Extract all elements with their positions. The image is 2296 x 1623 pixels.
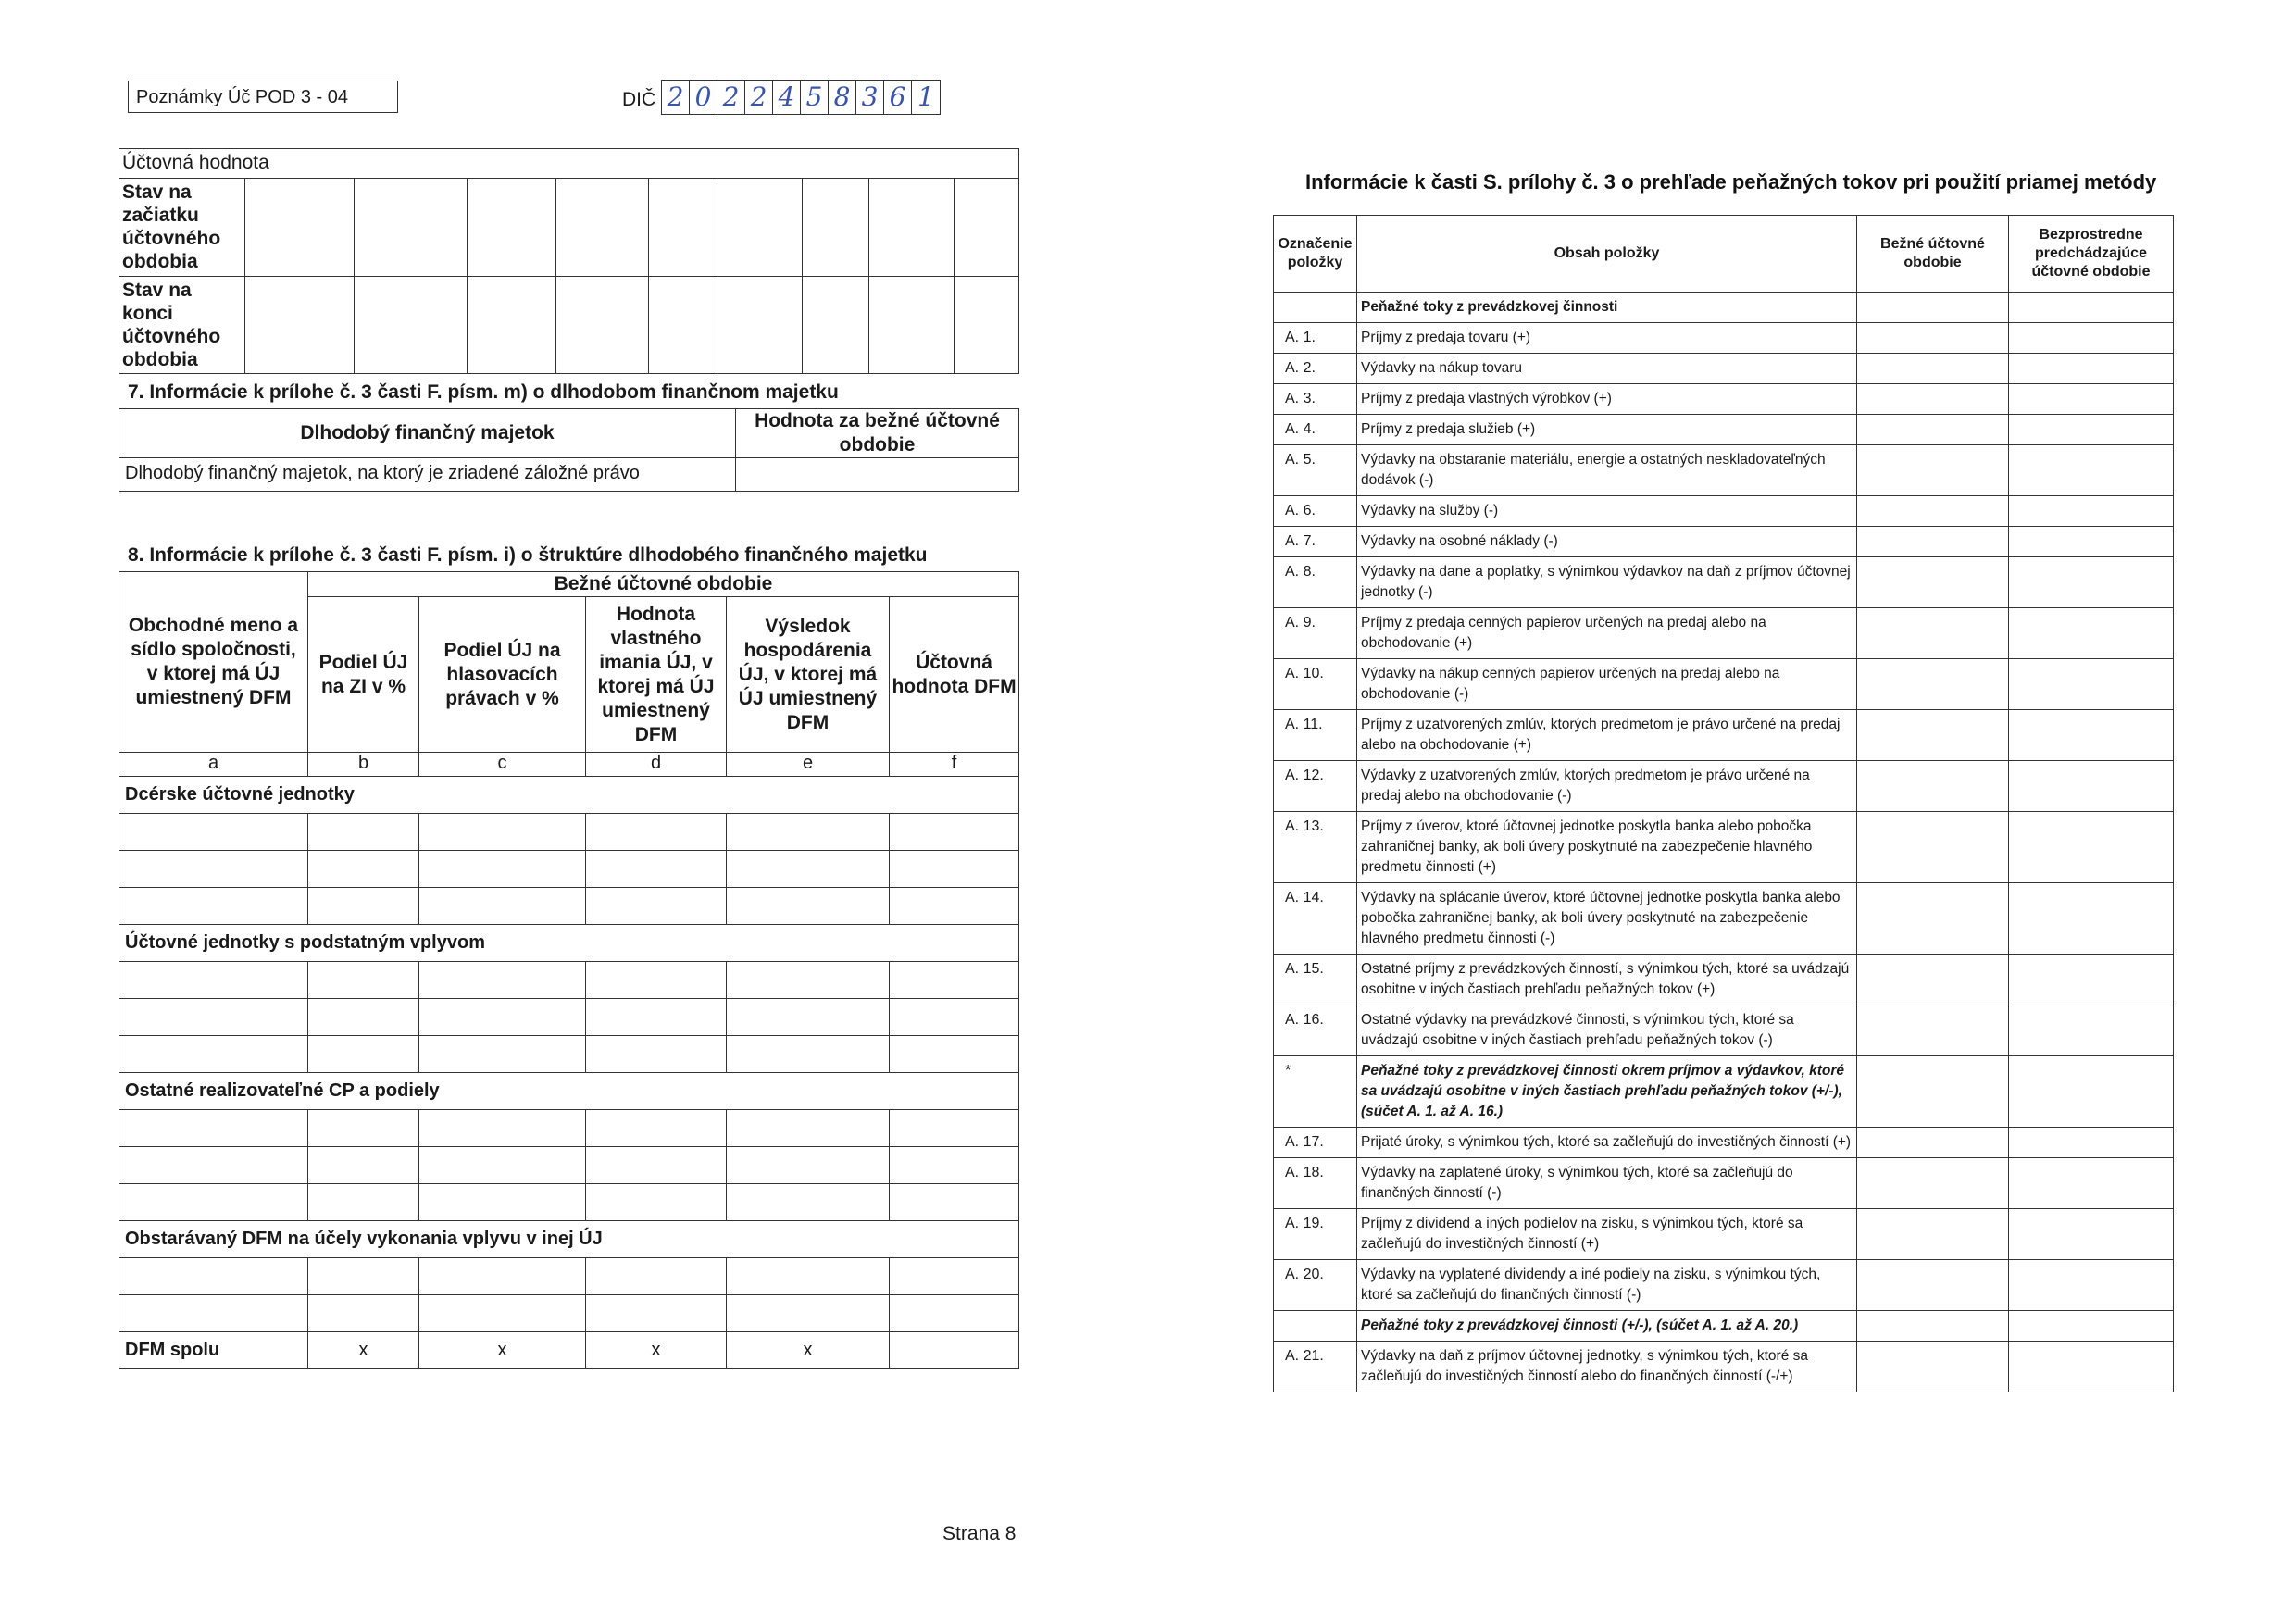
x-mark: x (586, 1332, 727, 1369)
row-description: Výdavky na osobné náklady (-) (1357, 527, 1857, 557)
input-cell[interactable] (1857, 445, 2009, 496)
row-code: A. 18. (1274, 1158, 1357, 1209)
section-label: Peňažné toky z prevádzkovej činnosti (1357, 293, 1857, 323)
input-cell[interactable] (1857, 1005, 2009, 1056)
input-cell[interactable] (2009, 354, 2174, 384)
book-value-table (119, 148, 1019, 374)
input-cell[interactable] (245, 277, 355, 374)
row-code: A. 11. (1274, 710, 1357, 761)
group-header: Účtovné jednotky s podstatným vplyvom (119, 925, 1019, 962)
row-description: Výdavky na obstaranie materiálu, energie a ostatných neskladovateľných dodávok (-) (1357, 445, 1857, 496)
pledged-row-label: Dlhodobý finančný majetok, na ktorý je zriadené záložné právo (119, 458, 736, 492)
col-letter: d (586, 753, 727, 777)
input-cell[interactable] (2009, 1158, 2174, 1209)
row-description: Výdavky na nákup cenných papierov určených na predaj alebo na obchodovanie (-) (1357, 659, 1857, 710)
input-cell[interactable] (419, 1184, 586, 1221)
input-cell[interactable] (2009, 1260, 2174, 1311)
row-description: Výdavky z uzatvorených zmlúv, ktorých predmetom je právo určené na predaj alebo na obchodovanie (-) (1357, 761, 1857, 812)
dic-digit: 0 (690, 81, 718, 114)
row-code: A. 10. (1274, 659, 1357, 710)
row-description: Príjmy z predaja služieb (+) (1357, 415, 1857, 445)
dic-digit: 1 (917, 81, 934, 112)
input-cell[interactable] (736, 458, 1019, 492)
input-cell[interactable] (119, 962, 308, 999)
header-current: Bežné účtovné obdobie (1857, 216, 2009, 293)
input-cell[interactable] (586, 1110, 727, 1147)
input-cell[interactable] (2009, 323, 2174, 354)
input-cell[interactable] (2009, 659, 2174, 710)
cash-flow-row (1274, 659, 2174, 710)
input-cell[interactable] (308, 888, 419, 925)
input-cell[interactable] (727, 888, 890, 925)
row-description: Ostatné výdavky na prevádzkové činnosti, s výnimkou tých, ktoré sa uvádzajú osobitne v iných častiach prehľadu peňažných tokov (-) (1357, 1005, 1857, 1056)
input-cell[interactable] (1857, 608, 2009, 659)
cash-flow-row (1274, 1209, 2174, 1260)
cash-flow-row (1274, 883, 2174, 955)
input-cell[interactable] (308, 1110, 419, 1147)
col-profit: Výsledok hospodárenia ÚJ, v ktorej má ÚJ umiestnený DFM (727, 597, 890, 753)
input-cell[interactable] (2009, 710, 2174, 761)
cash-flow-row (1274, 761, 2174, 812)
row-code (1274, 293, 1357, 323)
input-cell[interactable] (308, 1147, 419, 1184)
input-cell[interactable] (2009, 557, 2174, 608)
cash-flow-row (1274, 1005, 2174, 1056)
input-cell[interactable] (419, 962, 586, 999)
input-cell[interactable] (586, 814, 727, 851)
input-cell[interactable] (2009, 384, 2174, 415)
header-previous: Bezprostredne predchádzajúce účtovné obdobie (2009, 216, 2174, 293)
cash-flow-row (1274, 1342, 2174, 1392)
section-7-title: 7. Informácie k prílohe č. 3 časti F. písm. m) o dlhodobom finančnom majetku (128, 381, 839, 403)
dic-digit: 4 (773, 81, 801, 114)
input-cell[interactable] (419, 1258, 586, 1295)
input-cell[interactable] (2009, 1056, 2174, 1128)
row-code: A. 21. (1274, 1342, 1357, 1392)
input-cell[interactable] (1857, 710, 2009, 761)
input-cell[interactable] (119, 851, 308, 888)
dic-digit: 3 (856, 81, 884, 114)
row-code (1274, 1311, 1357, 1342)
input-cell[interactable] (718, 277, 803, 374)
dic-label: DIČ (622, 89, 656, 110)
row-code: A. 12. (1274, 761, 1357, 812)
input-cell[interactable] (119, 814, 308, 851)
input-cell[interactable] (890, 1258, 1019, 1295)
input-cell[interactable] (308, 999, 419, 1036)
input-cell[interactable] (119, 888, 308, 925)
input-cell[interactable] (468, 277, 556, 374)
row-code: A. 17. (1274, 1128, 1357, 1158)
input-cell[interactable] (803, 277, 869, 374)
input-cell[interactable] (955, 179, 1019, 277)
input-cell[interactable] (890, 1332, 1019, 1369)
input-cell[interactable] (890, 1036, 1019, 1073)
row-description: Príjmy z predaja tovaru (+) (1357, 323, 1857, 354)
cash-flow-row (1274, 1056, 2174, 1128)
input-cell[interactable] (1857, 557, 2009, 608)
col-share-zi: Podiel ÚJ na ZI v % (308, 597, 419, 753)
cash-flow-row (1274, 1311, 2174, 1342)
dfm-structure-table (119, 571, 1019, 1369)
row-description: Príjmy z dividend a iných podielov na zisku, s výnimkou tých, ktoré sa začleňujú do investičných činností (+) (1357, 1209, 1857, 1260)
input-cell[interactable] (1857, 354, 2009, 384)
input-cell[interactable] (119, 1184, 308, 1221)
page-number: Strana 8 (942, 1523, 1017, 1544)
input-cell[interactable] (1857, 384, 2009, 415)
input-cell[interactable] (869, 179, 955, 277)
row-description: Výdavky na nákup tovaru (1357, 354, 1857, 384)
row-code: A. 7. (1274, 527, 1357, 557)
input-cell[interactable] (890, 1295, 1019, 1332)
cash-flow-row (1274, 384, 2174, 415)
row-description: Výdavky na vyplatené dividendy a iné podiely na zisku, s výnimkou tých, ktoré sa začleňujú do finančných činností (-) (1357, 1260, 1857, 1311)
input-cell[interactable] (2009, 1342, 2174, 1392)
period-header: Bežné účtovné obdobie (308, 572, 1019, 597)
input-cell[interactable] (2009, 1005, 2174, 1056)
input-cell[interactable] (727, 999, 890, 1036)
input-cell[interactable] (2009, 527, 2174, 557)
x-mark: x (727, 1332, 890, 1369)
input-cell[interactable] (419, 999, 586, 1036)
cash-flow-title: Informácie k časti S. prílohy č. 3 o prehľade peňažných tokov pri použití priamej metódy (1305, 170, 2157, 194)
input-cell[interactable] (2009, 496, 2174, 527)
cash-flow-table (1273, 215, 2174, 1392)
input-cell[interactable] (308, 1295, 419, 1332)
group-header: Ostatné realizovateľné CP a podiely (119, 1073, 1019, 1110)
input-cell[interactable] (1857, 955, 2009, 1005)
input-cell[interactable] (1857, 812, 2009, 883)
input-cell[interactable] (890, 1184, 1019, 1221)
row-description: Ostatné príjmy z prevádzkových činností, s výnimkou tých, ktoré sa uvádzajú osobitne v iných častiach prehľadu peňažných tokov (+) (1357, 955, 1857, 1005)
input-cell[interactable] (1857, 1056, 2009, 1128)
row-code: A. 5. (1274, 445, 1357, 496)
row-description: Výdavky na daň z príjmov účtovnej jednotky, s výnimkou tých, ktoré sa začleňujú do investičných činností alebo do finančných činností (-/+) (1357, 1342, 1857, 1392)
cash-flow-row (1274, 527, 2174, 557)
input-cell[interactable] (245, 179, 355, 277)
input-cell[interactable] (955, 277, 1019, 374)
input-cell[interactable] (119, 1036, 308, 1073)
input-cell[interactable] (649, 277, 718, 374)
input-cell[interactable] (419, 888, 586, 925)
input-cell[interactable] (727, 814, 890, 851)
input-cell[interactable] (869, 277, 955, 374)
row-label-end: Stav na konci účtovného obdobia (119, 277, 245, 374)
cash-flow-row (1274, 496, 2174, 527)
input-cell[interactable] (119, 1147, 308, 1184)
col-letter: a (119, 753, 308, 777)
row-description: Príjmy z predaja cenných papierov určených na predaj alebo na obchodovanie (+) (1357, 608, 1857, 659)
cash-flow-row (1274, 1260, 2174, 1311)
input-cell[interactable] (727, 1147, 890, 1184)
col-letter: c (419, 753, 586, 777)
col-share-votes: Podiel ÚJ na hlasovacích právach v % (419, 597, 586, 753)
input-cell[interactable] (1857, 293, 2009, 323)
cash-flow-row (1274, 445, 2174, 496)
row-code: A. 4. (1274, 415, 1357, 445)
input-cell[interactable] (586, 888, 727, 925)
cash-flow-row (1274, 608, 2174, 659)
input-cell[interactable] (586, 962, 727, 999)
total-label: DFM spolu (119, 1332, 308, 1369)
dic-digit: 6 (884, 81, 912, 114)
input-cell[interactable] (1857, 883, 2009, 955)
input-cell[interactable] (2009, 1128, 2174, 1158)
row-description: Príjmy z predaja vlastných výrobkov (+) (1357, 384, 1857, 415)
pledged-col-asset: Dlhodobý finančný majetok (119, 409, 736, 458)
row-description: Peňažné toky z prevádzkovej činnosti (+/-), (súčet A. 1. až A. 20.) (1357, 1311, 1857, 1342)
dic-digit: 5 (801, 81, 829, 114)
input-cell[interactable] (586, 1036, 727, 1073)
input-cell[interactable] (890, 851, 1019, 888)
row-code: A. 3. (1274, 384, 1357, 415)
form-code-box: Poznámky Úč POD 3 - 04 (128, 81, 398, 113)
input-cell[interactable] (308, 851, 419, 888)
input-cell[interactable] (2009, 293, 2174, 323)
pledged-assets-table (119, 408, 1019, 492)
input-cell[interactable] (419, 814, 586, 851)
input-cell[interactable] (1857, 323, 2009, 354)
dic-digit: 8 (829, 81, 856, 114)
row-code: A. 14. (1274, 883, 1357, 955)
input-cell[interactable] (890, 888, 1019, 925)
x-mark: x (419, 1332, 586, 1369)
cash-flow-row (1274, 415, 2174, 445)
input-cell[interactable] (2009, 761, 2174, 812)
row-code: A. 15. (1274, 955, 1357, 1005)
input-cell[interactable] (2009, 812, 2174, 883)
input-cell[interactable] (1857, 1128, 2009, 1158)
row-description: Výdavky na služby (-) (1357, 496, 1857, 527)
row-code: A. 1. (1274, 323, 1357, 354)
row-code: A. 16. (1274, 1005, 1357, 1056)
pledged-col-value: Hodnota za bežné účtovné obdobie (736, 409, 1019, 458)
dic-digit: 2 (745, 81, 773, 114)
input-cell[interactable] (727, 1258, 890, 1295)
input-cell[interactable] (727, 1184, 890, 1221)
dic-digit: 2 (718, 81, 745, 114)
header-content: Obsah položky (1357, 216, 1857, 293)
input-cell[interactable] (468, 179, 556, 277)
input-cell[interactable] (2009, 1311, 2174, 1342)
input-cell[interactable] (586, 1295, 727, 1332)
row-description: Peňažné toky z prevádzkovej činnosti okrem príjmov a výdavkov, ktoré sa uvádzajú osobitne v iných častiach prehľadu peňažných tokov (+/-), (súčet A. 1. až A. 16.) (1357, 1056, 1857, 1128)
input-cell[interactable] (308, 962, 419, 999)
input-cell[interactable] (556, 277, 649, 374)
col-letter: e (727, 753, 890, 777)
input-cell[interactable] (119, 999, 308, 1036)
input-cell[interactable] (727, 851, 890, 888)
row-code: A. 2. (1274, 354, 1357, 384)
row-label-start: Stav na začiatku účtovného obdobia (119, 179, 245, 277)
input-cell[interactable] (586, 851, 727, 888)
input-cell[interactable] (1857, 1311, 2009, 1342)
input-cell[interactable] (419, 1295, 586, 1332)
input-cell[interactable] (727, 1295, 890, 1332)
input-cell[interactable] (586, 999, 727, 1036)
x-mark: x (308, 1332, 419, 1369)
input-cell[interactable] (1857, 1209, 2009, 1260)
cash-flow-row (1274, 557, 2174, 608)
cash-flow-row (1274, 812, 2174, 883)
col-book-value: Účtovná hodnota DFM (890, 597, 1019, 753)
group-header: Obstarávaný DFM na účely vykonania vplyvu v inej ÚJ (119, 1221, 1019, 1258)
row-description: Príjmy z uzatvorených zmlúv, ktorých predmetom je právo určené na predaj alebo na obchodovanie (+) (1357, 710, 1857, 761)
input-cell[interactable] (355, 277, 468, 374)
row-description: Výdavky na dane a poplatky, s výnimkou výdavkov na daň z príjmov účtovnej jednotky (-) (1357, 557, 1857, 608)
book-value-header: Účtovná hodnota (119, 149, 1019, 179)
input-cell[interactable] (718, 179, 803, 277)
input-cell[interactable] (727, 1036, 890, 1073)
row-code: A. 8. (1274, 557, 1357, 608)
row-code: A. 9. (1274, 608, 1357, 659)
input-cell[interactable] (890, 814, 1019, 851)
input-cell[interactable] (1857, 527, 2009, 557)
input-cell[interactable] (2009, 1209, 2174, 1260)
group-header: Dcérske účtovné jednotky (119, 777, 1019, 814)
cash-flow-row (1274, 1128, 2174, 1158)
cash-flow-row (1274, 955, 2174, 1005)
input-cell[interactable] (1857, 659, 2009, 710)
row-code: A. 6. (1274, 496, 1357, 527)
input-cell[interactable] (1857, 761, 2009, 812)
input-cell[interactable] (727, 1110, 890, 1147)
input-cell[interactable] (308, 1036, 419, 1073)
input-cell[interactable] (727, 962, 890, 999)
col-company: Obchodné meno a sídlo spoločnosti, v ktorej má ÚJ umiestnený DFM (119, 572, 308, 753)
input-cell[interactable] (308, 814, 419, 851)
cash-flow-row (1274, 710, 2174, 761)
row-description: Prijaté úroky, s výnimkou tých, ktoré sa začleňujú do investičných činností (+) (1357, 1128, 1857, 1158)
input-cell[interactable] (2009, 445, 2174, 496)
input-cell[interactable] (119, 1258, 308, 1295)
input-cell[interactable] (890, 1147, 1019, 1184)
input-cell[interactable] (308, 1258, 419, 1295)
input-cell[interactable] (1857, 415, 2009, 445)
input-cell[interactable] (890, 999, 1019, 1036)
input-cell[interactable] (556, 179, 649, 277)
input-cell[interactable] (803, 179, 869, 277)
input-cell[interactable] (419, 851, 586, 888)
row-code: A. 20. (1274, 1260, 1357, 1311)
input-cell[interactable] (1857, 1342, 2009, 1392)
header-code: Označenie položky (1274, 216, 1357, 293)
input-cell[interactable] (2009, 415, 2174, 445)
row-code: A. 13. (1274, 812, 1357, 883)
input-cell[interactable] (119, 1110, 308, 1147)
col-letter: f (890, 753, 1019, 777)
input-cell[interactable] (2009, 955, 2174, 1005)
section-8-title: 8. Informácie k prílohe č. 3 časti F. písm. i) o štruktúre dlhodobého finančného majetku (128, 544, 928, 566)
input-cell[interactable] (586, 1184, 727, 1221)
dic-digit: 2 (662, 81, 690, 114)
input-cell[interactable] (2009, 883, 2174, 955)
input-cell[interactable] (1857, 1260, 2009, 1311)
row-description: Výdavky na zaplatené úroky, s výnimkou tých, ktoré sa začleňujú do finančných činností (-) (1357, 1158, 1857, 1209)
input-cell[interactable] (119, 1295, 308, 1332)
input-cell[interactable] (419, 1147, 586, 1184)
input-cell[interactable] (890, 962, 1019, 999)
input-cell[interactable] (419, 1110, 586, 1147)
row-description: Príjmy z úverov, ktoré účtovnej jednotke poskytla banka alebo pobočka zahraničnej banky, ak boli úvery poskytnuté na zabezpečenie hlavného predmetu činnosti (+) (1357, 812, 1857, 883)
col-equity: Hodnota vlastného imania ÚJ, v ktorej má ÚJ umiestnený DFM (586, 597, 727, 753)
cash-flow-row (1274, 354, 2174, 384)
row-code: A. 19. (1274, 1209, 1357, 1260)
row-description: Výdavky na splácanie úverov, ktoré účtovnej jednotke poskytla banka alebo pobočka zahraničnej banky, ak boli úvery poskytnuté na zabezpečenie hlavného predmetu činnosti (-) (1357, 883, 1857, 955)
input-cell[interactable] (308, 1184, 419, 1221)
input-cell[interactable] (2009, 608, 2174, 659)
input-cell[interactable] (586, 1258, 727, 1295)
dic-field[interactable] (661, 80, 941, 115)
input-cell[interactable] (1857, 1158, 2009, 1209)
input-cell[interactable] (649, 179, 718, 277)
input-cell[interactable] (1857, 496, 2009, 527)
cash-flow-row (1274, 1158, 2174, 1209)
col-letter: b (308, 753, 419, 777)
row-code: * (1274, 1056, 1357, 1128)
input-cell[interactable] (586, 1147, 727, 1184)
input-cell[interactable] (355, 179, 468, 277)
input-cell[interactable] (890, 1110, 1019, 1147)
cash-flow-row (1274, 323, 2174, 354)
input-cell[interactable] (419, 1036, 586, 1073)
